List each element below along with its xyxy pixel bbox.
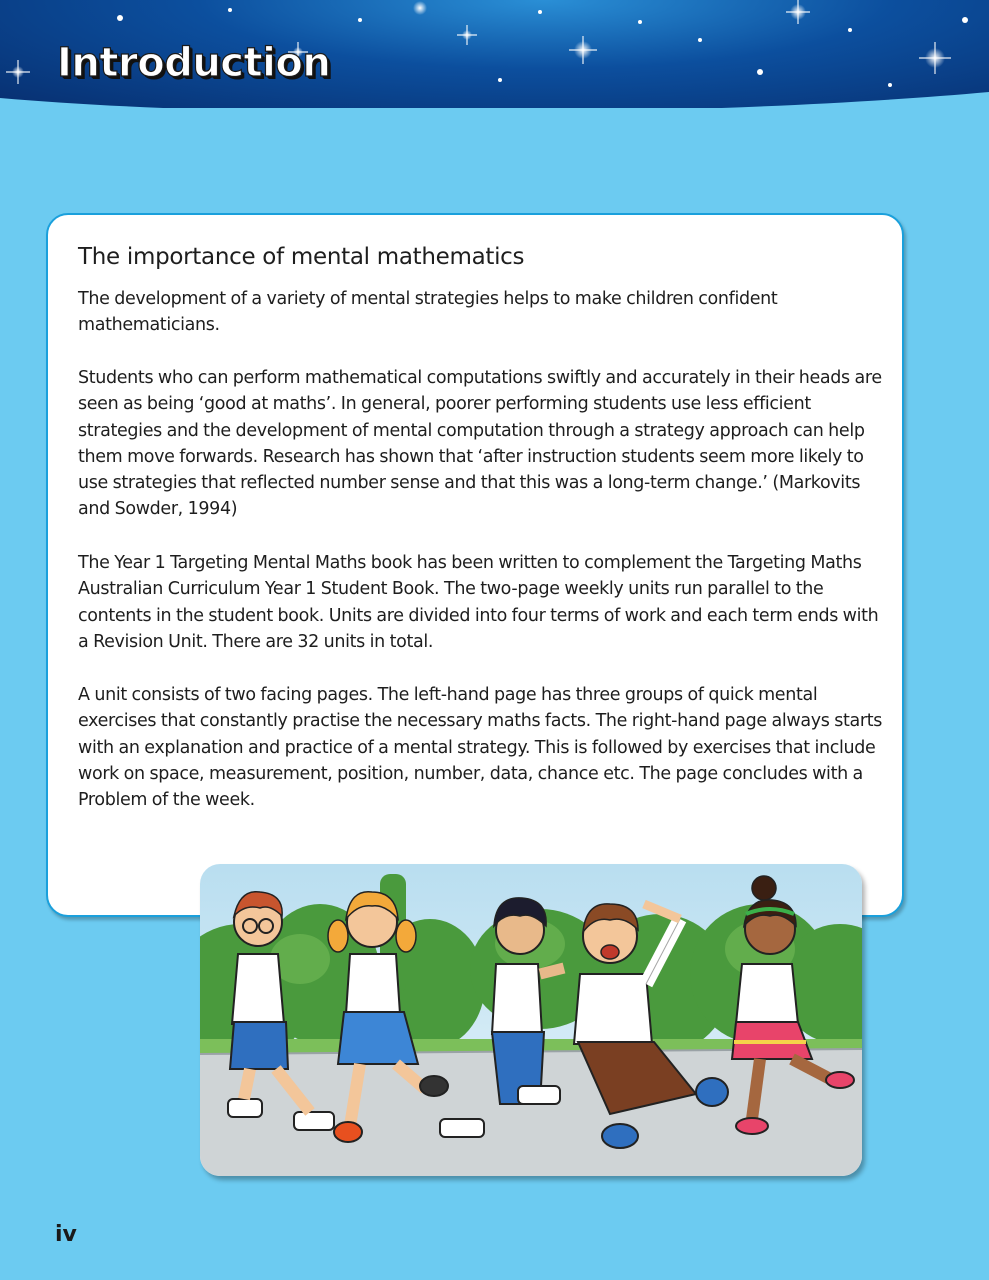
paragraph-unit: A unit consists of two facing pages. The left-hand page has three groups of quick mental exercises that constantly practise the necessary maths facts. The right-hand page always starts with an explanation and practice of a mental strategy. This is followed by exercises that include work on space, measurement, position, number, data, chance etc. The page concludes with a Problem of the week. — [78, 685, 882, 811]
illustration-art — [200, 864, 862, 1176]
page-title: Introduction — [57, 40, 331, 86]
page-number: iv — [55, 1222, 77, 1247]
paragraph-book: The Year 1 Targeting Mental Maths book has been written to complement the Targeting Maths Australian Curriculum Year 1 Student Book. The two-page weekly units run parallel to the contents in the student book. Units are divided into four terms of work and each term ends with a Revision Unit. There are 32 units in total. — [78, 553, 879, 652]
paragraph-intro: The development of a variety of mental strategies helps to make children confident mathematicians. — [78, 289, 778, 336]
header-banner — [0, 0, 989, 108]
section-heading: The importance of mental mathematics — [78, 244, 525, 270]
children-walking-illustration — [200, 864, 862, 1176]
paragraph-students: Students who can perform mathematical computations swiftly and accurately in their heads are seen as being ‘good at maths’. In general, poorer performing students use less efficient strategies and the development of mental computation through a strategy approach can help them move forwards. Research has shown that ‘after instruction students seem more likely to use strategies that reflected number sense and that this was a long-term change.’ (Markovits and Sowder, 1994) — [78, 368, 882, 520]
